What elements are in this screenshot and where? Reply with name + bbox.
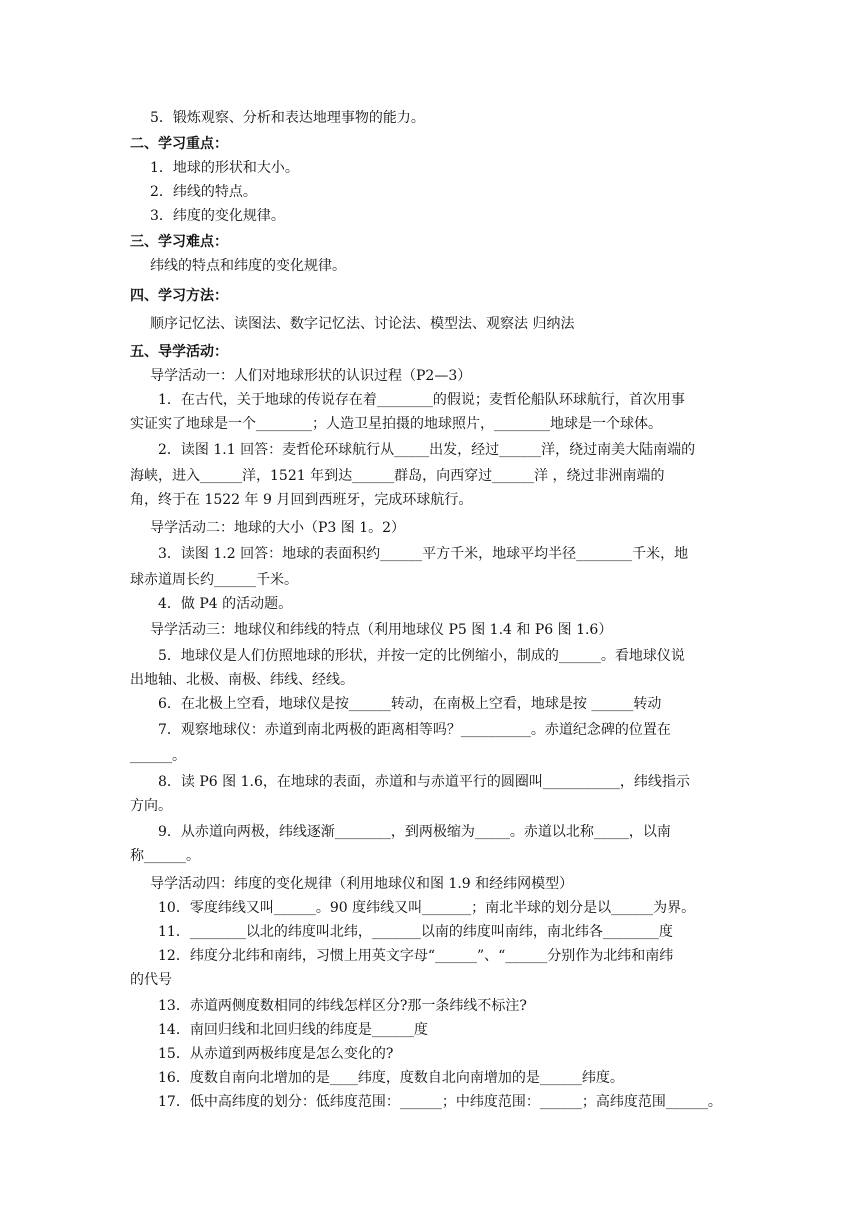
text-line: 的代号	[130, 972, 172, 988]
text-line: 3．读图 1.2 回答：地球的表面积约______平方千米，地球平均半径________千米，地	[158, 546, 689, 562]
text-line: 15．从赤道到两极纬度是怎么变化的?	[158, 1046, 394, 1062]
text-line: 方向。	[130, 798, 172, 814]
text-line: 角，终于在 1522 年 9 月回到西班牙，完成环球航行。	[130, 492, 473, 508]
text-line: 14．南回归线和北回归线的纬度是______度	[158, 1022, 428, 1038]
text-line: 纬线的特点和纬度的变化规律。	[150, 258, 346, 274]
text-line: 顺序记忆法、读图法、数字记忆法、讨论法、模型法、观察法 归纳法	[150, 316, 575, 332]
text-line: 17．低中高纬度的划分：低纬度范围：______；中纬度范围：______；高纬度范围______。	[158, 1094, 722, 1110]
activity-title: 导学活动一：人们对地球形状的认识过程（P2—3）	[150, 368, 472, 384]
text-line: 1．在古代，关于地球的传说存在着________的假说；麦哲伦船队环球航行，首次用事	[158, 392, 685, 408]
text-line: 海峡，进入______洋，1521 年到达______群岛，向西穿过______洋 ，绕过非洲南端的	[130, 468, 665, 484]
text-line: 7．观察地球仪：赤道到南北两极的距离相等吗？__________。赤道纪念碑的位置在	[158, 722, 671, 738]
section-heading-difficulty: 三、学习难点：	[130, 234, 228, 250]
activity-title: 导学活动三：地球仪和纬线的特点（利用地球仪 P5 图 1.4 和 P6 图 1.6）	[150, 622, 613, 638]
activity-title: 导学活动二：地球的大小（P3 图 1。2）	[150, 520, 406, 536]
text-line: 8．读 P6 图 1.6，在地球的表面，赤道和与赤道平行的圆圈叫___________，纬线指示	[158, 774, 690, 790]
text-line: 出地轴、北极、南极、纬线、经线。	[130, 672, 354, 688]
text-line: 称______。	[130, 848, 200, 864]
text-line: 球赤道周长约______千米。	[130, 572, 298, 588]
text-line: ______。	[130, 748, 186, 764]
text-line: 11．________以北的纬度叫北纬，_______以南的纬度叫南纬，南北纬各________度	[158, 924, 673, 940]
activity-title: 导学活动四：纬度的变化规律（利用地球仪和图 1.9 和经纬网模型）	[150, 876, 574, 892]
text-line: 5．地球仪是人们仿照地球的形状，并按一定的比例缩小，制成的______。看地球仪说	[158, 648, 685, 664]
text-line: 6．在北极上空看，地球仪是按______转动，在南极上空看，地球是按 ______转动	[158, 696, 662, 712]
section-heading-activities: 五、导学活动：	[130, 344, 228, 360]
text-line: 9．从赤道向两极，纬线逐渐________，到两极缩为_____。赤道以北称_____，以南	[158, 824, 671, 840]
section-heading-method: 四、学习方法：	[130, 288, 228, 304]
text-line: 10．零度纬线又叫______。90 度纬线又叫_______；南北半球的划分是以______为界。	[158, 900, 696, 916]
text-line: 实证实了地球是一个________；人造卫星拍摄的地球照片，________地球是一个球体。	[130, 416, 662, 432]
text-line: 12．纬度分北纬和南纬，习惯上用英文字母“______”、“______分别作为北纬和南纬	[158, 948, 674, 964]
text-line: 5．锻炼观察、分析和表达地理事物的能力。	[150, 110, 425, 126]
text-line: 1．地球的形状和大小。	[150, 160, 299, 176]
text-line: 13．赤道两侧度数相同的纬线怎样区分?那一条纬线不标注?	[158, 998, 527, 1014]
text-line: 2．读图 1.1 回答：麦哲伦环球航行从_____出发，经过______洋，绕过南美大陆南端的	[158, 442, 696, 458]
text-line: 2．纬线的特点。	[150, 184, 257, 200]
section-heading-focus: 二、学习重点：	[130, 136, 228, 152]
text-line: 3．纬度的变化规律。	[150, 208, 285, 224]
text-line: 4．做 P4 的活动题。	[158, 596, 293, 612]
text-line: 16．度数自南向北增加的是____纬度，度数自北向南增加的是______纬度。	[158, 1070, 624, 1086]
